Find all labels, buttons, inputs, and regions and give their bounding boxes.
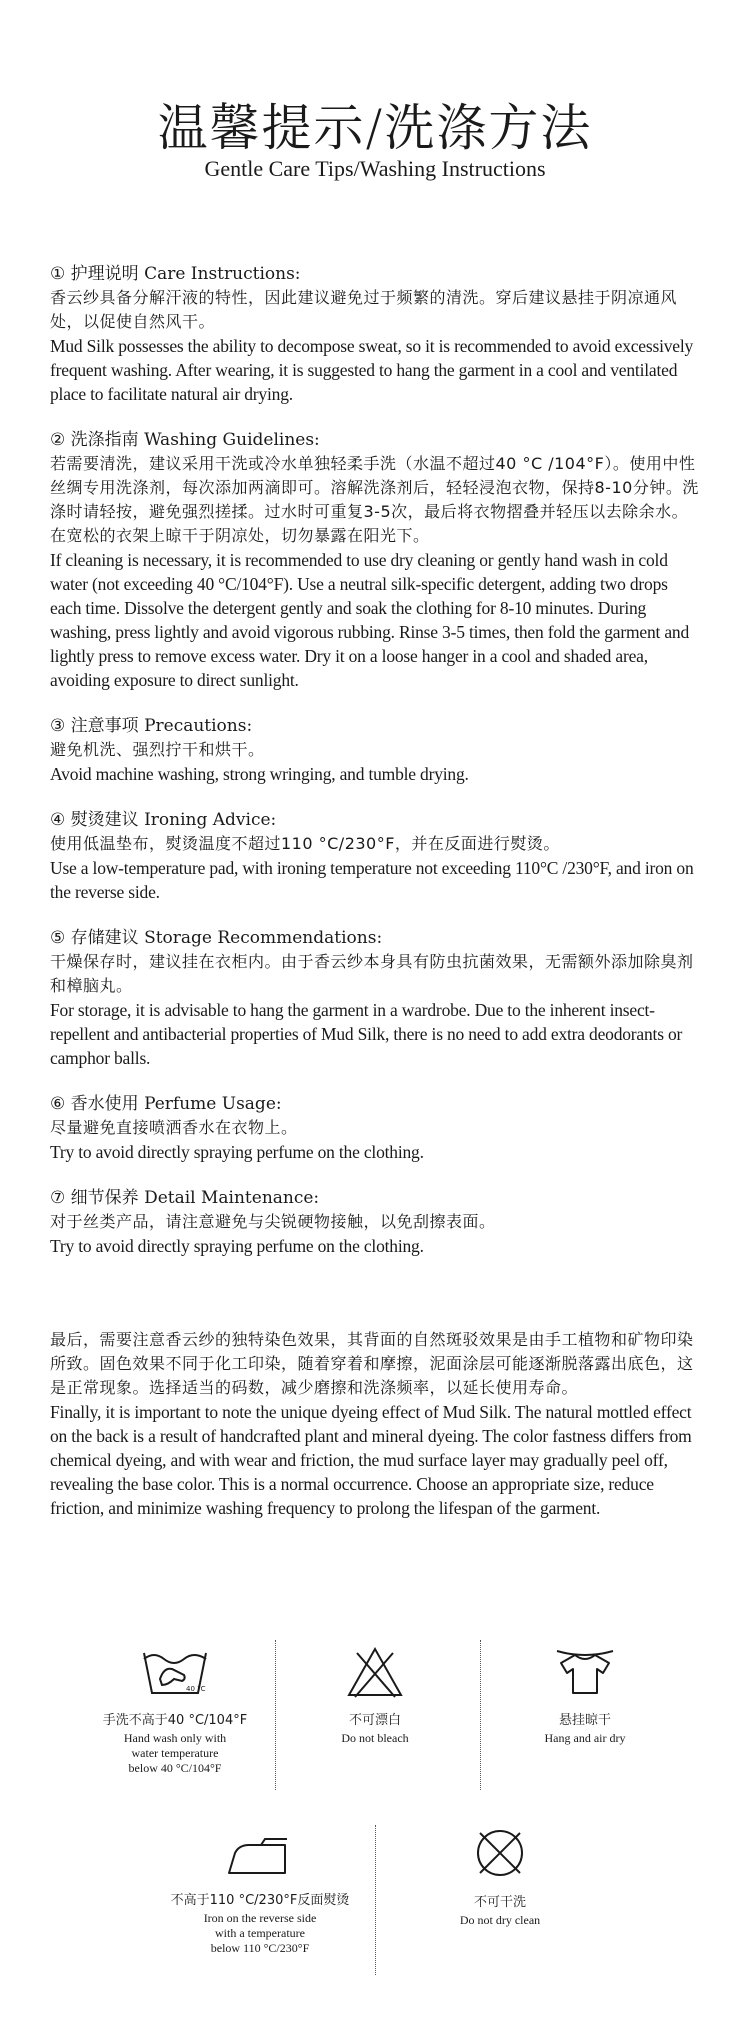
care-label-en: Iron on the reverse side with a temperature below 110 °C/230°F [203,1911,317,1955]
care-label-en: Do not dry clean [459,1913,541,1927]
section-text-cn: 尽量避免直接喷洒香水在衣物上。 [50,1118,298,1137]
section-text-cn: 使用低温垫布，熨烫温度不超过110 °C/230°F，并在反面进行熨烫。 [50,834,560,853]
section-text-cn: 若需要清洗，建议采用干洗或冷水单独轻柔手洗（水温不超过40 °C /104°F）。使用中性丝绸专用洗涤剂，每次添加两滴即可。溶解洗涤剂后，轻轻浸泡衣物，保持8-10分钟。洗涤时请轻按，避免强烈搓揉。过水时可重复3-5次，最后将衣物摺叠并轻压以去除余水。在宽松的衣架上晾干于阴凉处，切勿暴露在阳光下。 [50,454,699,545]
section-text-cn: 对于丝类产品，请注意避免与尖锐硬物接触，以免刮擦表面。 [50,1212,496,1231]
care-no-bleach [270,1645,480,1746]
svg-text:40 °C: 40 °C [186,1685,206,1693]
section-text-cn: 香云纱具备分解汗液的特性，因此建议避免过于频繁的清洗。穿后建议悬挂于阴凉通风处，以促使自然风干。 [50,288,678,331]
section-text-cn: 避免机洗、强烈拧干和烘干。 [50,740,265,759]
care-label-cn: 不可漂白 [348,1713,401,1728]
section-heading: ⑥ 香水使用 Perfume Usage: [50,1094,282,1114]
section-precautions [50,714,702,786]
section-washing-guidelines [50,428,702,692]
care-label-cn: 不高于110 °C/230°F反面熨烫 [170,1893,350,1908]
section-text-en: Mud Silk possesses the ability to decompose sweat, so it is recommended to avoid excessively frequent washing. After wearing, it is suggested to hang the garment in a cool and ventilated place to facilitate natural air drying. [50,336,694,404]
care-iron [140,1835,380,1956]
page-title-cn: 温馨提示/洗涤方法 [157,99,593,157]
care-label-en: Hand wash only with water temperature below 40 °C/104°F [123,1731,227,1775]
care-hand-wash [70,1645,280,1776]
section-text-en: For storage, it is advisable to hang the garment in a wardrobe. Due to the inherent insect-repellent and antibacterial properties of Mud Silk, there is no need to add extra deodorants or camphor balls. [50,1000,683,1068]
care-label-en: Hang and air dry [544,1731,626,1745]
section-heading: ③ 注意事项 Precautions: [50,716,253,736]
section-perfume-usage [50,1092,702,1164]
care-hang-dry [480,1645,690,1746]
section-detail-maintenance [50,1186,702,1258]
no-bleach-icon [345,1645,405,1699]
section-heading: ① 护理说明 Care Instructions: [50,264,301,284]
care-label-cn: 悬挂晾干 [558,1713,611,1728]
iron-low-icon [225,1835,295,1879]
divider [375,1825,376,1975]
hand-wash-40-icon [140,1645,210,1699]
care-no-dry-clean [395,1825,605,1928]
care-label-en: Do not bleach [341,1731,409,1745]
page-title-en: Gentle Care Tips/Washing Instructions [204,156,546,181]
final-note-cn: 最后，需要注意香云纱的独特染色效果，其背面的自然斑驳效果是由手工植物和矿物印染所致。固色效果不同于化工印染，随着穿着和摩擦，泥面涂层可能逐渐脱落露出底色，这是正常现象。选择适当的码数，减少磨擦和洗涤频率，以延长使用寿命。 [50,1330,694,1397]
instruction-sections [50,262,702,1280]
section-text-en: Try to avoid directly spraying perfume on the clothing. [50,1236,424,1256]
final-note-en: Finally, it is important to note the unique dyeing effect of Mud Silk. The natural mottled effect on the back is a result of handcrafted plant and mineral dyeing. The color fastness differs from chemical dyeing, and with wear and friction, the mud surface layer may gradually peel off, revealing the base color. This is a normal occurrence. Choose an appropriate size, reduce friction, and minimize washing frequency to prolong the lifespan of the garment. [50,1402,692,1518]
section-heading: ⑦ 细节保养 Detail Maintenance: [50,1188,320,1208]
section-heading: ② 洗涤指南 Washing Guidelines: [50,430,320,450]
no-dry-clean-icon [472,1825,528,1881]
section-text-en: If cleaning is necessary, it is recommended to use dry cleaning or gently hand wash in cold water (not exceeding 40 °C/104°F). Use a neutral silk-specific detergent, adding two drops each time. Dissolve the detergent gently and soak the clothing for 8-10 minutes. During washing, press lightly and avoid vigorous rubbing. Rinse 3-5 times, then fold the garment and lightly press to remove excess water. Dry it on a loose hanger in a cool and shaded area, avoiding exposure to direct sunlight. [50,550,690,690]
hang-dry-icon [553,1645,617,1699]
section-care-instructions [50,262,702,406]
section-text-en: Use a low-temperature pad, with ironing temperature not exceeding 110°C /230°F, and iron on the reverse side. [50,858,694,902]
section-ironing-advice [50,808,702,904]
section-text-en: Avoid machine washing, strong wringing, and tumble drying. [50,764,469,784]
care-label-cn: 手洗不高于40 °C/104°F [102,1713,248,1728]
section-heading: ⑤ 存储建议 Storage Recommendations: [50,928,383,948]
care-label-cn: 不可干洗 [473,1895,526,1910]
section-text-en: Try to avoid directly spraying perfume on the clothing. [50,1142,424,1162]
section-text-cn: 干燥保存时，建议挂在衣柜内。由于香云纱本身具有防虫抗菌效果，无需额外添加除臭剂和樟脑丸。 [50,952,694,995]
final-note [50,1328,702,1520]
section-storage [50,926,702,1070]
section-heading: ④ 熨烫建议 Ironing Advice: [50,810,277,830]
